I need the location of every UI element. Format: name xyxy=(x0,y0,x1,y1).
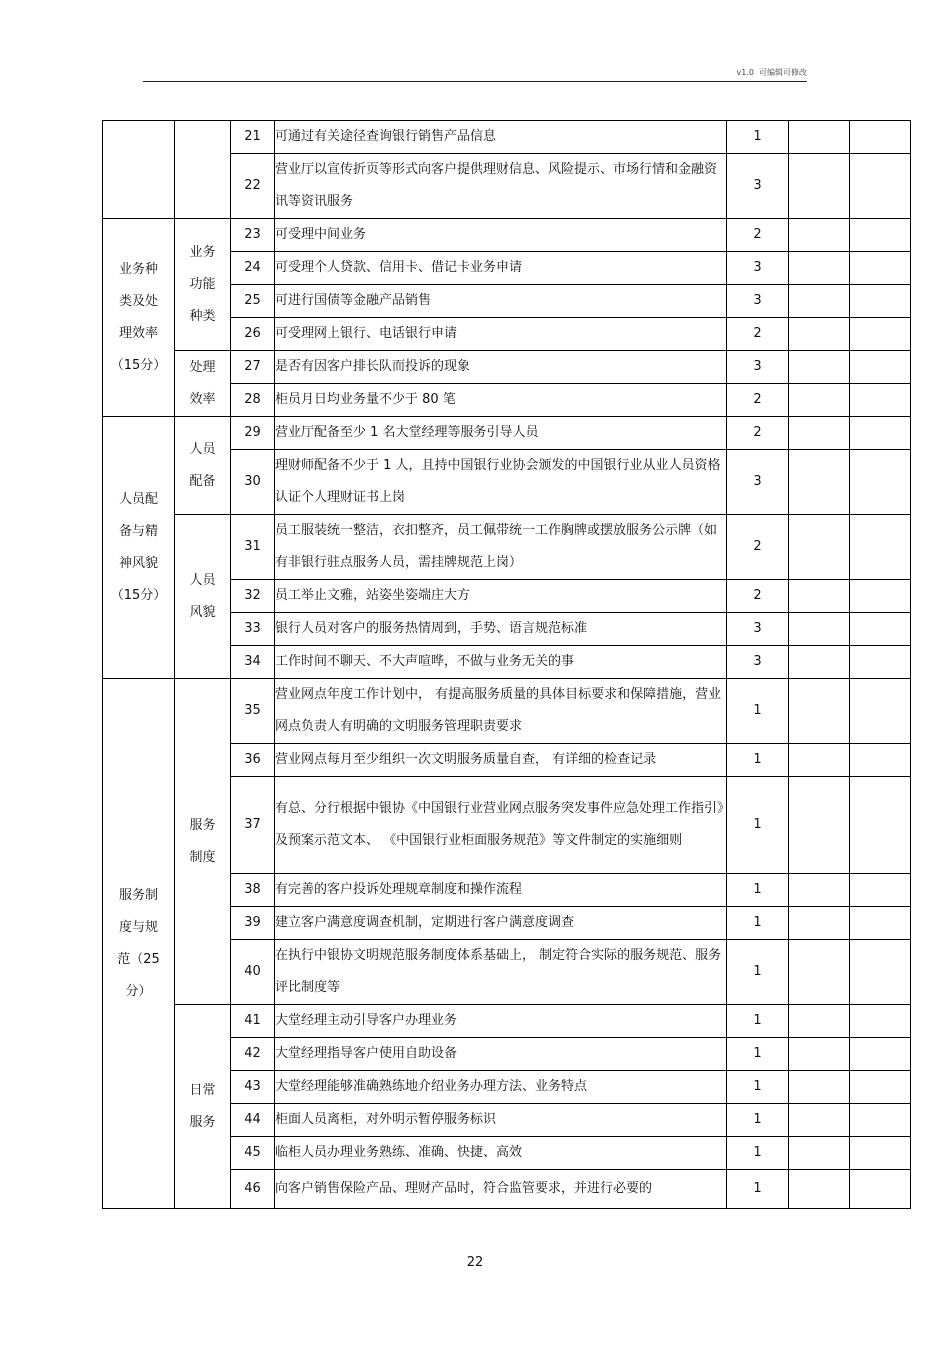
item-score: 1 xyxy=(727,679,789,744)
blank-cell xyxy=(789,646,850,679)
blank-cell xyxy=(789,613,850,646)
item-number: 43 xyxy=(231,1071,275,1104)
blank-cell xyxy=(850,219,911,252)
item-description: 可受理中间业务 xyxy=(275,219,727,252)
blank-cell xyxy=(789,580,850,613)
blank-cell xyxy=(850,679,911,744)
item-score: 2 xyxy=(727,580,789,613)
item-score: 1 xyxy=(727,777,789,874)
item-description: 营业网点每月至少组织一次文明服务质量自查， 有详细的检查记录 xyxy=(275,744,727,777)
item-number: 21 xyxy=(231,121,275,154)
item-number: 24 xyxy=(231,252,275,285)
blank-cell xyxy=(850,121,911,154)
item-number: 22 xyxy=(231,154,275,219)
item-number: 28 xyxy=(231,384,275,417)
item-score: 1 xyxy=(727,744,789,777)
blank-cell xyxy=(789,219,850,252)
blank-cell xyxy=(850,1005,911,1038)
item-description: 建立客户满意度调查机制，定期进行客户满意度调查 xyxy=(275,907,727,940)
blank-cell xyxy=(850,613,911,646)
item-score: 1 xyxy=(727,1170,789,1209)
item-description: 大堂经理能够准确熟练地介绍业务办理方法、业务特点 xyxy=(275,1071,727,1104)
item-score: 1 xyxy=(727,1104,789,1137)
blank-cell xyxy=(789,1104,850,1137)
item-number: 31 xyxy=(231,515,275,580)
header-rule xyxy=(143,81,807,82)
blank-cell xyxy=(850,907,911,940)
item-score: 1 xyxy=(727,940,789,1005)
blank-cell xyxy=(789,940,850,1005)
item-score: 2 xyxy=(727,515,789,580)
subcategory-cell: 业务 功能 种类 xyxy=(175,219,231,351)
item-description: 向客户销售保险产品、理财产品时，符合监管要求，并进行必要的 xyxy=(275,1170,727,1209)
blank-cell xyxy=(789,417,850,450)
blank-cell xyxy=(850,515,911,580)
blank-cell xyxy=(850,777,911,874)
item-number: 36 xyxy=(231,744,275,777)
category-cell: 人员配 备与精 神风貌 （15分） xyxy=(103,417,175,679)
blank-cell xyxy=(789,679,850,744)
blank-cell xyxy=(850,285,911,318)
blank-cell xyxy=(789,285,850,318)
item-description: 可通过有关途径查询银行销售产品信息 xyxy=(275,121,727,154)
item-score: 2 xyxy=(727,318,789,351)
blank-cell xyxy=(789,351,850,384)
table-row xyxy=(103,1005,911,1038)
item-number: 38 xyxy=(231,874,275,907)
item-number: 29 xyxy=(231,417,275,450)
item-number: 42 xyxy=(231,1038,275,1071)
item-description: 理财师配备不少于 1 人，且持中国银行业协会颁发的中国银行业从业人员资格认证个人理财证书上岗 xyxy=(275,450,727,515)
subcategory-cell: 日常 服务 xyxy=(175,1005,231,1209)
blank-cell xyxy=(850,351,911,384)
blank-cell xyxy=(789,121,850,154)
item-number: 32 xyxy=(231,580,275,613)
item-description: 有总、分行根据中银协《中国银行业营业网点服务突发事件应急处理工作指引》及预案示范文本、 《中国银行业柜面服务规范》等文件制定的实施细则 xyxy=(275,777,727,874)
item-score: 1 xyxy=(727,1038,789,1071)
blank-cell xyxy=(850,252,911,285)
item-description: 有完善的客户投诉处理规章制度和操作流程 xyxy=(275,874,727,907)
blank-cell xyxy=(850,417,911,450)
item-number: 34 xyxy=(231,646,275,679)
item-description: 银行人员对客户的服务热情周到，手势、语言规范标准 xyxy=(275,613,727,646)
subcategory-cell: 人员 风貌 xyxy=(175,515,231,679)
category-cell: 业务种 类及处 理效率 （15分） xyxy=(103,219,175,417)
item-description: 工作时间不聊天、不大声喧哗，不做与业务无关的事 xyxy=(275,646,727,679)
item-number: 44 xyxy=(231,1104,275,1137)
blank-cell xyxy=(850,318,911,351)
item-score: 3 xyxy=(727,450,789,515)
item-number: 41 xyxy=(231,1005,275,1038)
blank-cell xyxy=(850,580,911,613)
blank-cell xyxy=(850,1170,911,1209)
item-description: 营业厅配备至少 1 名大堂经理等服务引导人员 xyxy=(275,417,727,450)
item-score: 1 xyxy=(727,1071,789,1104)
blank-cell xyxy=(850,646,911,679)
table-row xyxy=(103,121,911,154)
item-number: 35 xyxy=(231,679,275,744)
item-score: 3 xyxy=(727,154,789,219)
evaluation-table xyxy=(102,120,911,1209)
blank-cell xyxy=(850,450,911,515)
blank-cell xyxy=(789,1038,850,1071)
blank-cell xyxy=(789,450,850,515)
blank-cell xyxy=(789,874,850,907)
table-row xyxy=(103,515,911,580)
item-score: 3 xyxy=(727,646,789,679)
item-number: 23 xyxy=(231,219,275,252)
blank-cell xyxy=(789,777,850,874)
item-description: 柜员月日均业务量不少于 80 笔 xyxy=(275,384,727,417)
blank-cell xyxy=(850,1137,911,1170)
subcategory-cell: 人员 配备 xyxy=(175,417,231,515)
blank-cell xyxy=(789,1071,850,1104)
blank-cell xyxy=(850,1104,911,1137)
blank-cell xyxy=(789,318,850,351)
item-number: 45 xyxy=(231,1137,275,1170)
blank-cell xyxy=(789,252,850,285)
item-score: 2 xyxy=(727,417,789,450)
item-score: 1 xyxy=(727,907,789,940)
blank-cell xyxy=(789,384,850,417)
blank-cell xyxy=(850,874,911,907)
item-description: 可受理网上银行、电话银行申请 xyxy=(275,318,727,351)
category-cell: 服务制 度与规 范（25 分） xyxy=(103,679,175,1209)
item-number: 39 xyxy=(231,907,275,940)
blank-cell xyxy=(850,1071,911,1104)
item-score: 1 xyxy=(727,121,789,154)
item-score: 2 xyxy=(727,384,789,417)
item-score: 2 xyxy=(727,219,789,252)
blank-cell xyxy=(789,1170,850,1209)
blank-cell xyxy=(850,744,911,777)
item-number: 25 xyxy=(231,285,275,318)
blank-cell xyxy=(789,154,850,219)
item-description: 大堂经理指导客户使用自助设备 xyxy=(275,1038,727,1071)
item-description: 是否有因客户排长队而投诉的现象 xyxy=(275,351,727,384)
item-description: 可进行国债等金融产品销售 xyxy=(275,285,727,318)
item-description: 员工举止文雅，站姿坐姿端庄大方 xyxy=(275,580,727,613)
item-description: 可受理个人贷款、信用卡、借记卡业务申请 xyxy=(275,252,727,285)
blank-cell xyxy=(789,515,850,580)
blank-cell xyxy=(850,940,911,1005)
item-score: 3 xyxy=(727,285,789,318)
category-cell xyxy=(103,121,175,219)
item-description: 员工服装统一整洁，衣扣整齐，员工佩带统一工作胸牌或摆放服务公示牌（如有非银行驻点服务人员，需挂牌规范上岗） xyxy=(275,515,727,580)
item-description: 营业厅以宣传折页等形式向客户提供理财信息、风险提示、市场行情和金融资讯等资讯服务 xyxy=(275,154,727,219)
subcategory-cell: 处理 效率 xyxy=(175,351,231,417)
item-score: 1 xyxy=(727,874,789,907)
item-number: 27 xyxy=(231,351,275,384)
blank-cell xyxy=(789,744,850,777)
blank-cell xyxy=(850,1038,911,1071)
item-number: 26 xyxy=(231,318,275,351)
item-number: 30 xyxy=(231,450,275,515)
subcategory-cell xyxy=(175,121,231,219)
item-description: 临柜人员办理业务熟练、准确、快捷、高效 xyxy=(275,1137,727,1170)
blank-cell xyxy=(850,154,911,219)
item-number: 37 xyxy=(231,777,275,874)
item-score: 3 xyxy=(727,351,789,384)
item-description: 大堂经理主动引导客户办理业务 xyxy=(275,1005,727,1038)
blank-cell xyxy=(789,907,850,940)
item-number: 40 xyxy=(231,940,275,1005)
table-row xyxy=(103,219,911,252)
item-score: 1 xyxy=(727,1005,789,1038)
item-score: 3 xyxy=(727,252,789,285)
item-score: 3 xyxy=(727,613,789,646)
blank-cell xyxy=(789,1005,850,1038)
table-row xyxy=(103,351,911,384)
item-number: 46 xyxy=(231,1170,275,1209)
item-description: 柜面人员离柜，对外明示暂停服务标识 xyxy=(275,1104,727,1137)
item-score: 1 xyxy=(727,1137,789,1170)
table-row xyxy=(103,679,911,744)
blank-cell xyxy=(789,1137,850,1170)
subcategory-cell: 服务 制度 xyxy=(175,679,231,1005)
item-number: 33 xyxy=(231,613,275,646)
item-description: 营业网点年度工作计划中， 有提高服务质量的具体目标要求和保障措施，营业网点负责人有明确的文明服务管理职责要求 xyxy=(275,679,727,744)
item-description: 在执行中银协文明规范服务制度体系基础上， 制定符合实际的服务规范、服务评比制度等 xyxy=(275,940,727,1005)
page-number: 22 xyxy=(466,1255,484,1270)
blank-cell xyxy=(850,384,911,417)
table-row xyxy=(103,417,911,450)
page-header-text: v1.0 可编辑可修改 xyxy=(736,68,807,77)
